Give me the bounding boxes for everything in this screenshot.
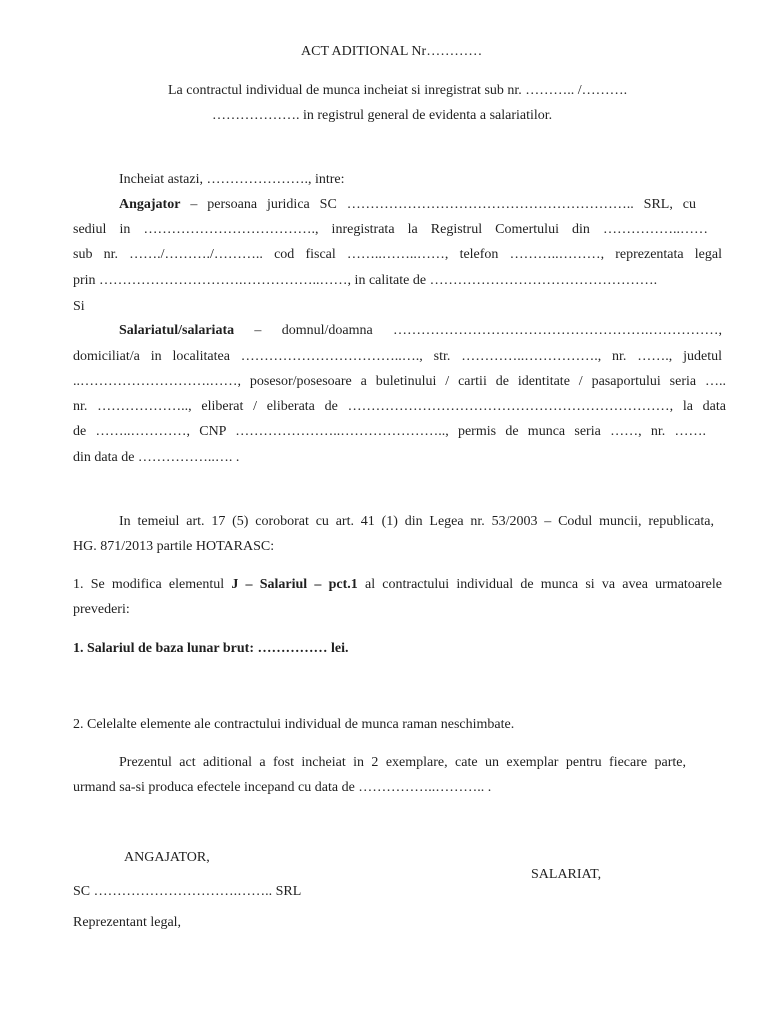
employer-signature-company: SC ………………………….…….. SRL [73, 884, 302, 899]
article-2-line: 2. Celelalte elemente ale contractului individual de munca raman neschimbate. [73, 717, 515, 732]
employee-signature-title: SALARIAT, [531, 867, 602, 882]
and-word: Si [73, 299, 85, 314]
employer-line-2: sediul in ………………………………., inregistrata la Registrul Comertului din ……………..…… [73, 222, 708, 237]
concluded-line: Incheiat astazi, …………………., intre: [119, 172, 345, 187]
article-1-line-2: prevederi: [73, 602, 130, 617]
employee-line-5: de ……..…………, CNP …………………..………………….., permis de munca seria ……, nr. ……. [73, 424, 706, 439]
legal-basis-line-2: HG. 871/2013 partile HOTARASC: [73, 539, 275, 554]
employee-label: Salariatul/salariata [119, 323, 235, 338]
document-title: ACT ADITIONAL Nr………… [301, 44, 483, 59]
employee-line-1-text: – domnul/doamna ……………………………………………….……………, [234, 323, 722, 338]
intro-line-2: ………………. in registrul general de evidenta a salariatilor. [212, 108, 553, 123]
employer-line-1-text: – persoana juridica SC …………………………………………………….. SRL, cu [180, 197, 696, 212]
employer-signature-title: ANGAJATOR, [124, 850, 210, 865]
employer-line-4: prin ………………………….……………..……, in calitate de …………………………………………. [73, 273, 658, 288]
salary-line: 1. Salariul de baza lunar brut: …………… lei. [73, 641, 349, 656]
article-1-line-1 [73, 576, 722, 594]
employee-line-6: din data de ……………..…. . [73, 450, 240, 465]
employer-signature-representative: Reprezentant legal, [73, 915, 182, 930]
employee-line-2: domiciliat/a in localitatea ……………………………..…., str. …………..……………., nr. ……., judetul [73, 349, 722, 364]
article-1-suffix: al contractului individual de munca si va avea urmatoarele [357, 577, 722, 592]
article-1-prefix: 1. Se modifica elementul [73, 577, 232, 592]
article-1-element: J – Salariul – pct.1 [231, 577, 358, 592]
legal-basis-line-1: In temeiul art. 17 (5) coroborat cu art. 41 (1) din Legea nr. 53/2003 – Codul muncii, republicata, [119, 514, 714, 529]
employer-label: Angajator [119, 197, 181, 212]
employer-line-3: sub nr. ……./………./……….. cod fiscal ……..……..……, telefon ………..………, reprezentata legal [73, 247, 722, 262]
employee-line-1 [119, 322, 722, 340]
employee-line-4: nr. ……………….., eliberat / eliberata de ……………………………………………………………, la data [73, 399, 726, 414]
employee-line-3: ..……………………….……, posesor/posesoare a buletinului / cartii de identitate / pasaportului seria ….. [73, 374, 726, 389]
closing-line-1: Prezentul act aditional a fost incheiat in 2 exemplare, cate un exemplar pentru fiecare parte, [119, 755, 686, 770]
employer-line-1 [119, 196, 696, 214]
closing-line-2: urmand sa-si produca efectele incepand cu data de ……………..……….. . [73, 780, 492, 795]
intro-line-1: La contractul individual de munca incheiat si inregistrat sub nr. ……….. /………. [168, 83, 628, 98]
